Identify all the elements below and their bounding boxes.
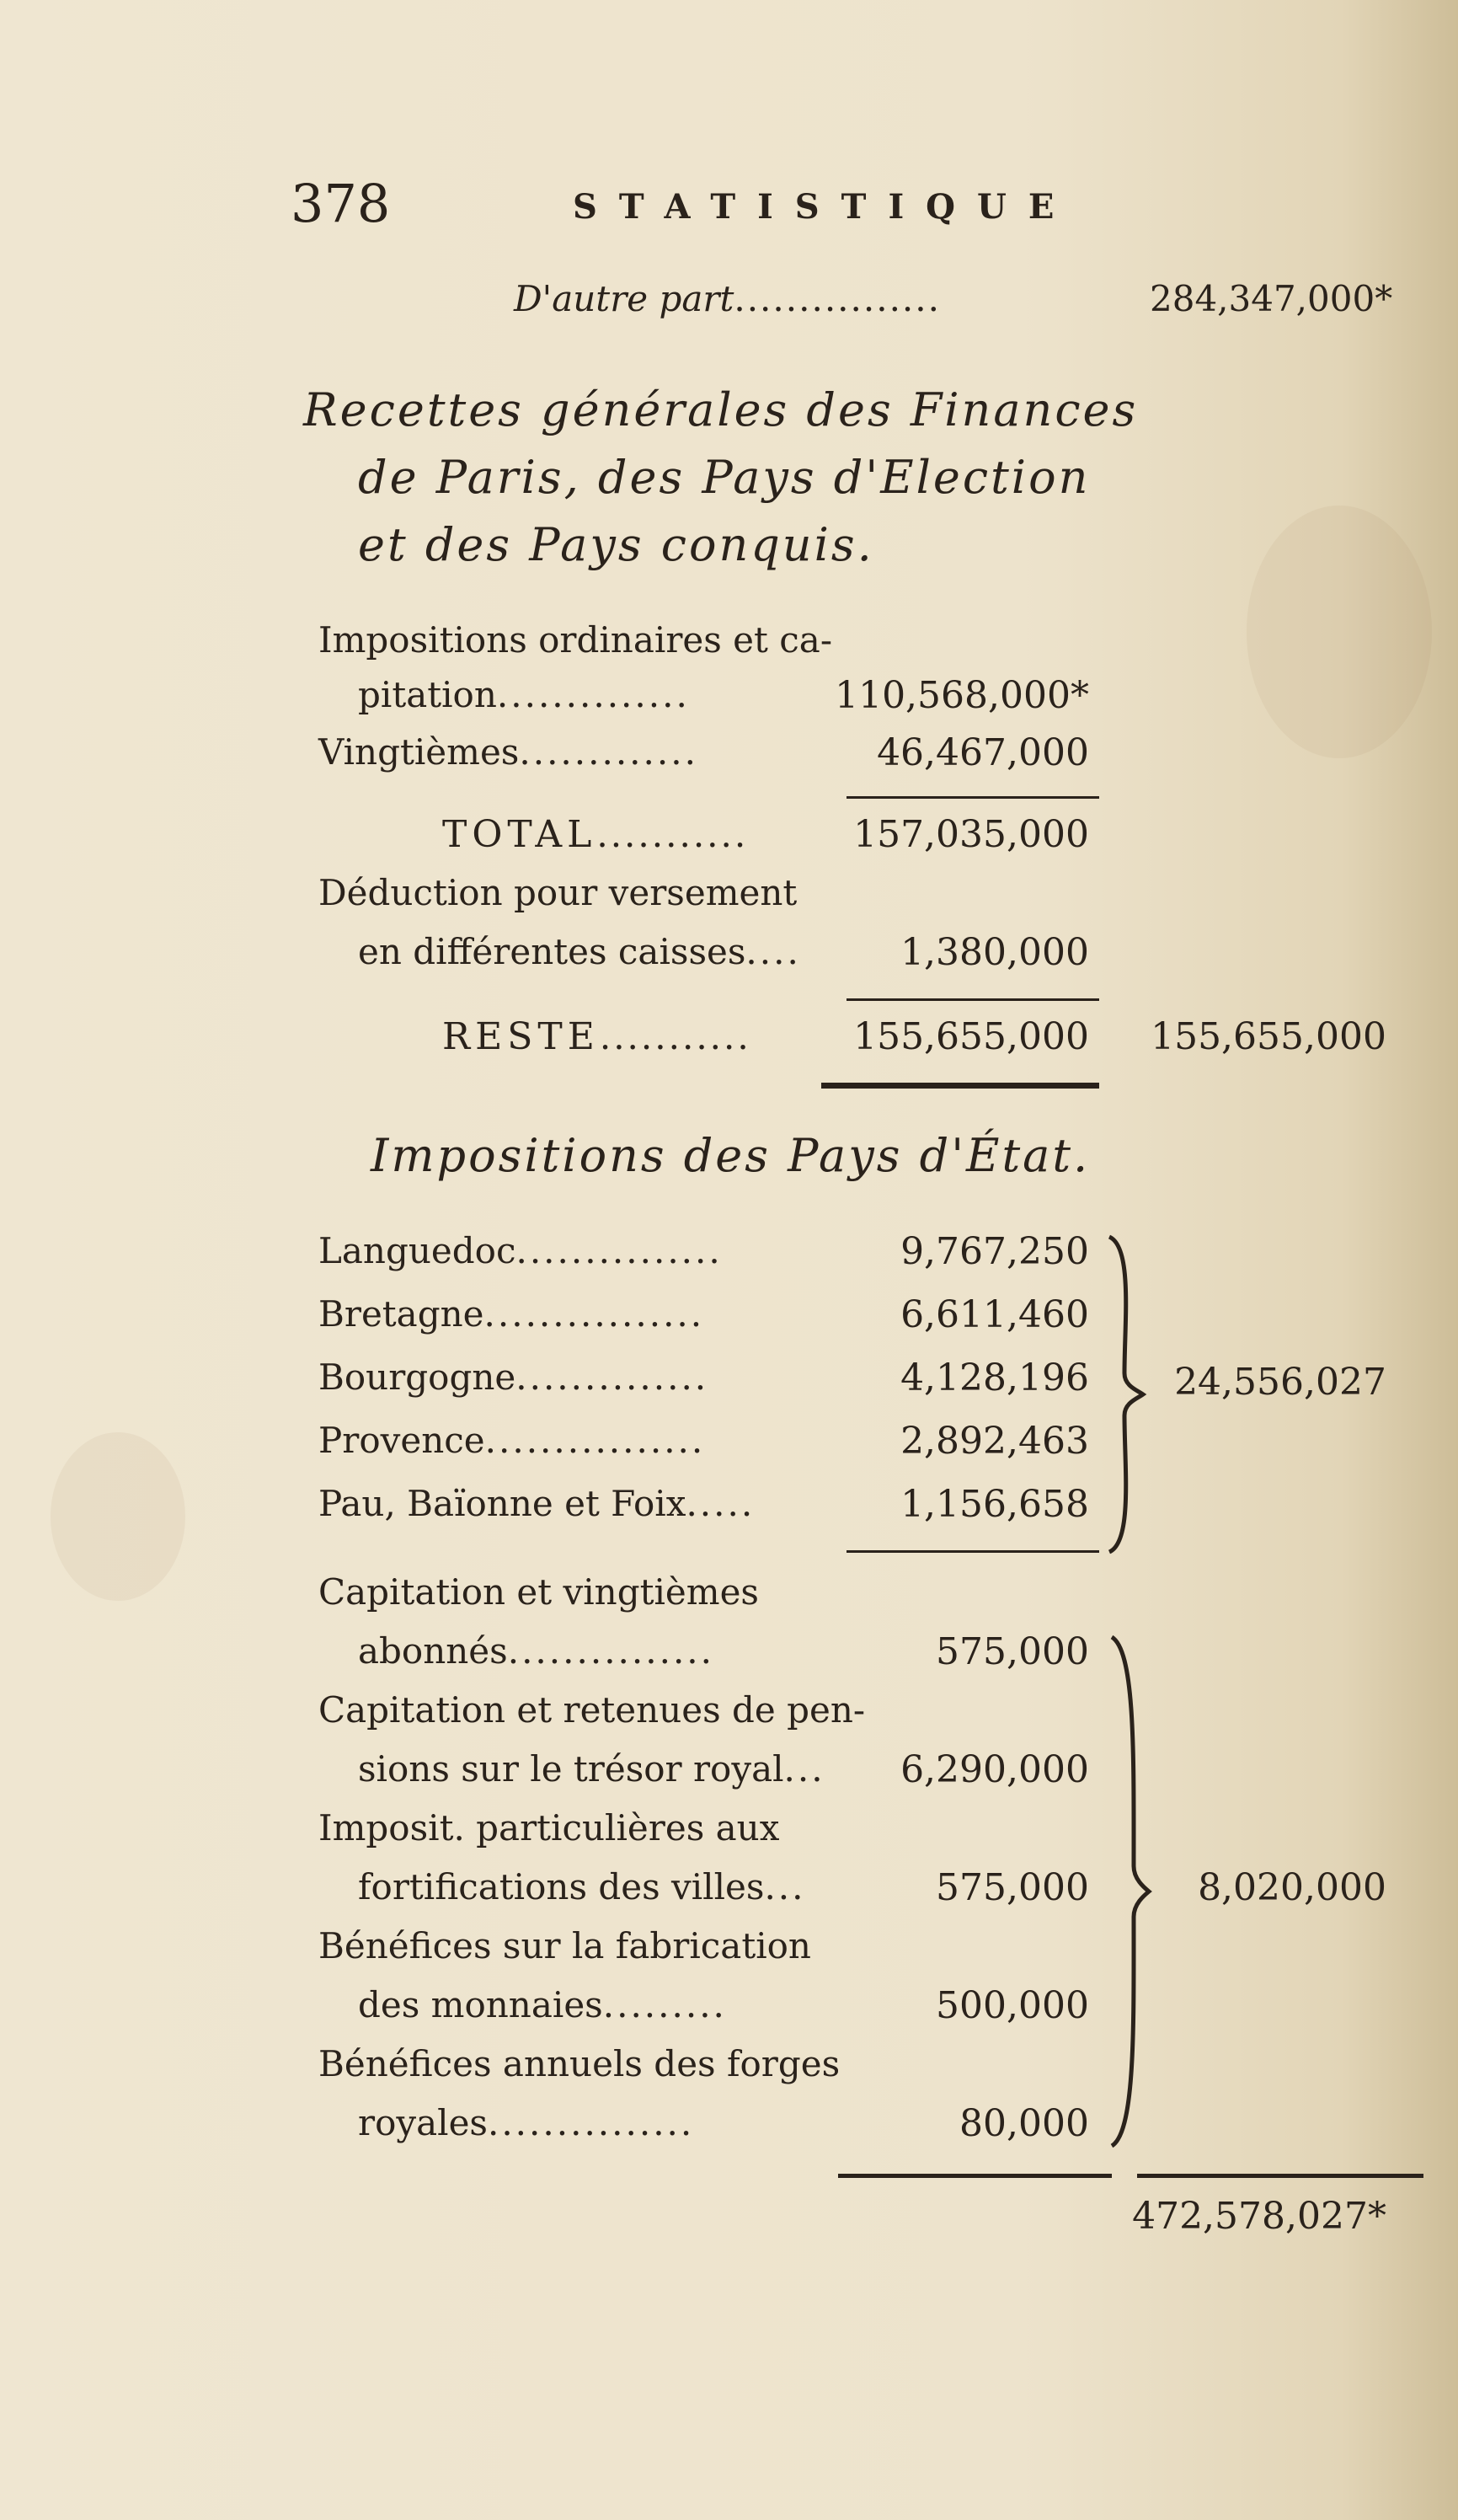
section2-row2 — [318, 1293, 704, 1335]
section2-row1-label: Languedoc — [318, 1230, 516, 1271]
section3-row4-amount: 500,000 — [936, 1984, 1089, 2027]
section1-deduction-line2 — [358, 931, 801, 972]
grand-total: 472,578,027* — [1132, 2195, 1386, 2238]
section1-reste-amount: 155,655,000 — [853, 1015, 1089, 1058]
section1-deduction-line1: Déduction pour versement — [318, 872, 798, 913]
section3-row3-line1: Imposit. particulières aux — [318, 1807, 780, 1849]
section3-group-total: 8,020,000 — [1198, 1866, 1386, 1909]
carried-forward-value: 284,347,000* — [1150, 278, 1393, 319]
leader-dots: ................ — [484, 1420, 706, 1461]
section2-group-total: 24,556,027 — [1174, 1361, 1386, 1404]
section3-row3-line2 — [358, 1866, 806, 1907]
leader-dots: ............... — [515, 1230, 723, 1271]
section3-row2-amount: 6,290,000 — [900, 1748, 1089, 1791]
brace-icon — [1103, 1630, 1154, 2153]
section2-heading: Impositions des Pays d'État. — [371, 1129, 1091, 1182]
section2-row5-amount: 1,156,658 — [900, 1483, 1089, 1526]
section1-total — [442, 813, 748, 856]
section1-row2 — [318, 731, 698, 773]
section3-row1-line2 — [358, 1630, 714, 1672]
section3-row5-label: royales — [358, 2102, 488, 2143]
section3-row1-amount: 575,000 — [936, 1630, 1089, 1673]
section2-row2-amount: 6,611,460 — [900, 1293, 1089, 1336]
section3-row5-line2 — [358, 2102, 694, 2143]
section1-reste — [442, 1015, 751, 1058]
section3-row5-amount: 80,000 — [959, 2102, 1089, 2145]
carried-forward-label — [514, 278, 941, 319]
section3-row5-line1: Bénéfices annuels des forges — [318, 2043, 841, 2084]
leader-dots: .... — [745, 931, 801, 972]
section1-row1-label: pitation — [358, 674, 497, 715]
leader-dots: .............. — [496, 674, 690, 715]
section3-row4-line2 — [358, 1984, 727, 2025]
section1-heading-line2: de Paris, des Pays d'Election — [358, 451, 1091, 504]
section2-row5-label: Pau, Baïonne et Foix — [318, 1483, 686, 1524]
section1-heading-line1: Recettes générales des Finances — [303, 383, 1139, 436]
leader-dots: ............... — [487, 2102, 695, 2143]
section2-row4-amount: 2,892,463 — [900, 1420, 1089, 1463]
section3-row2-line1: Capitation et retenues de pen- — [318, 1689, 866, 1731]
leader-dots: ................ — [483, 1293, 705, 1335]
section3-row1-label: abonnés — [358, 1630, 508, 1672]
grand-total-rule — [1137, 2174, 1423, 2178]
sum-rule — [846, 796, 1099, 799]
leader-dots: ......... — [602, 1984, 727, 2025]
leader-dots: ... — [764, 1866, 806, 1907]
section2-row3 — [318, 1356, 708, 1398]
section3-row1-line1: Capitation et vingtièmes — [318, 1571, 759, 1613]
section3-row3-label: fortifications des villes — [358, 1866, 765, 1907]
sum-rule — [846, 1550, 1099, 1553]
leader-dots: ... — [783, 1748, 825, 1790]
section1-deduction-label: en différentes caisses — [358, 931, 746, 972]
leader-dots: ............... — [507, 1630, 714, 1672]
running-head: STATISTIQUE — [573, 187, 1076, 227]
section-rule — [821, 1083, 1099, 1089]
section3-row4-label: des monnaies — [358, 1984, 603, 2025]
section1-row1-amount: 110,568,000* — [835, 674, 1089, 717]
section1-reste-carry: 155,655,000 — [1151, 1015, 1386, 1058]
section-rule — [838, 2174, 1112, 2178]
leader-dots: .............. — [515, 1356, 709, 1398]
leader-dots: ............. — [519, 731, 698, 773]
section2-row5 — [318, 1483, 755, 1524]
section1-total-amount: 157,035,000 — [853, 813, 1089, 856]
section1-deduction-amount: 1,380,000 — [900, 931, 1089, 974]
brace-icon — [1099, 1230, 1150, 1559]
section2-row1 — [318, 1230, 723, 1271]
section3-row3-amount: 575,000 — [936, 1866, 1089, 1909]
section2-row3-amount: 4,128,196 — [900, 1356, 1089, 1399]
leader-dots: ........... — [599, 1016, 751, 1057]
section2-row1-amount: 9,767,250 — [900, 1230, 1089, 1273]
section2-row4 — [318, 1420, 705, 1461]
leader-dots: ..... — [686, 1483, 756, 1524]
section1-row2-label: Vingtièmes — [318, 731, 520, 773]
carried-forward-text: D'autre part — [514, 278, 734, 319]
section3-row2-label: sions sur le trésor royal — [358, 1748, 784, 1790]
section2-row4-label: Provence — [318, 1420, 485, 1461]
leader-dots: ................ — [734, 278, 941, 319]
section1-row1-line2 — [358, 674, 690, 715]
section3-row2-line2 — [358, 1748, 825, 1790]
section1-heading-line3: et des Pays conquis. — [358, 518, 874, 571]
section2-row3-label: Bourgogne — [318, 1356, 516, 1398]
section1-reste-label: RESTE — [442, 1015, 600, 1058]
sum-rule — [846, 998, 1099, 1001]
leader-dots: ........... — [596, 814, 749, 855]
section1-row2-amount: 46,467,000 — [877, 731, 1089, 774]
section2-row2-label: Bretagne — [318, 1293, 484, 1335]
section1-total-label: TOTAL — [442, 813, 597, 856]
page-number: 378 — [291, 173, 391, 234]
section1-row1-line1: Impositions ordinaires et ca- — [318, 619, 833, 661]
paper-stain — [1247, 506, 1432, 758]
section3-row4-line1: Bénéfices sur la fabrication — [318, 1925, 811, 1966]
paper-stain — [51, 1432, 185, 1601]
